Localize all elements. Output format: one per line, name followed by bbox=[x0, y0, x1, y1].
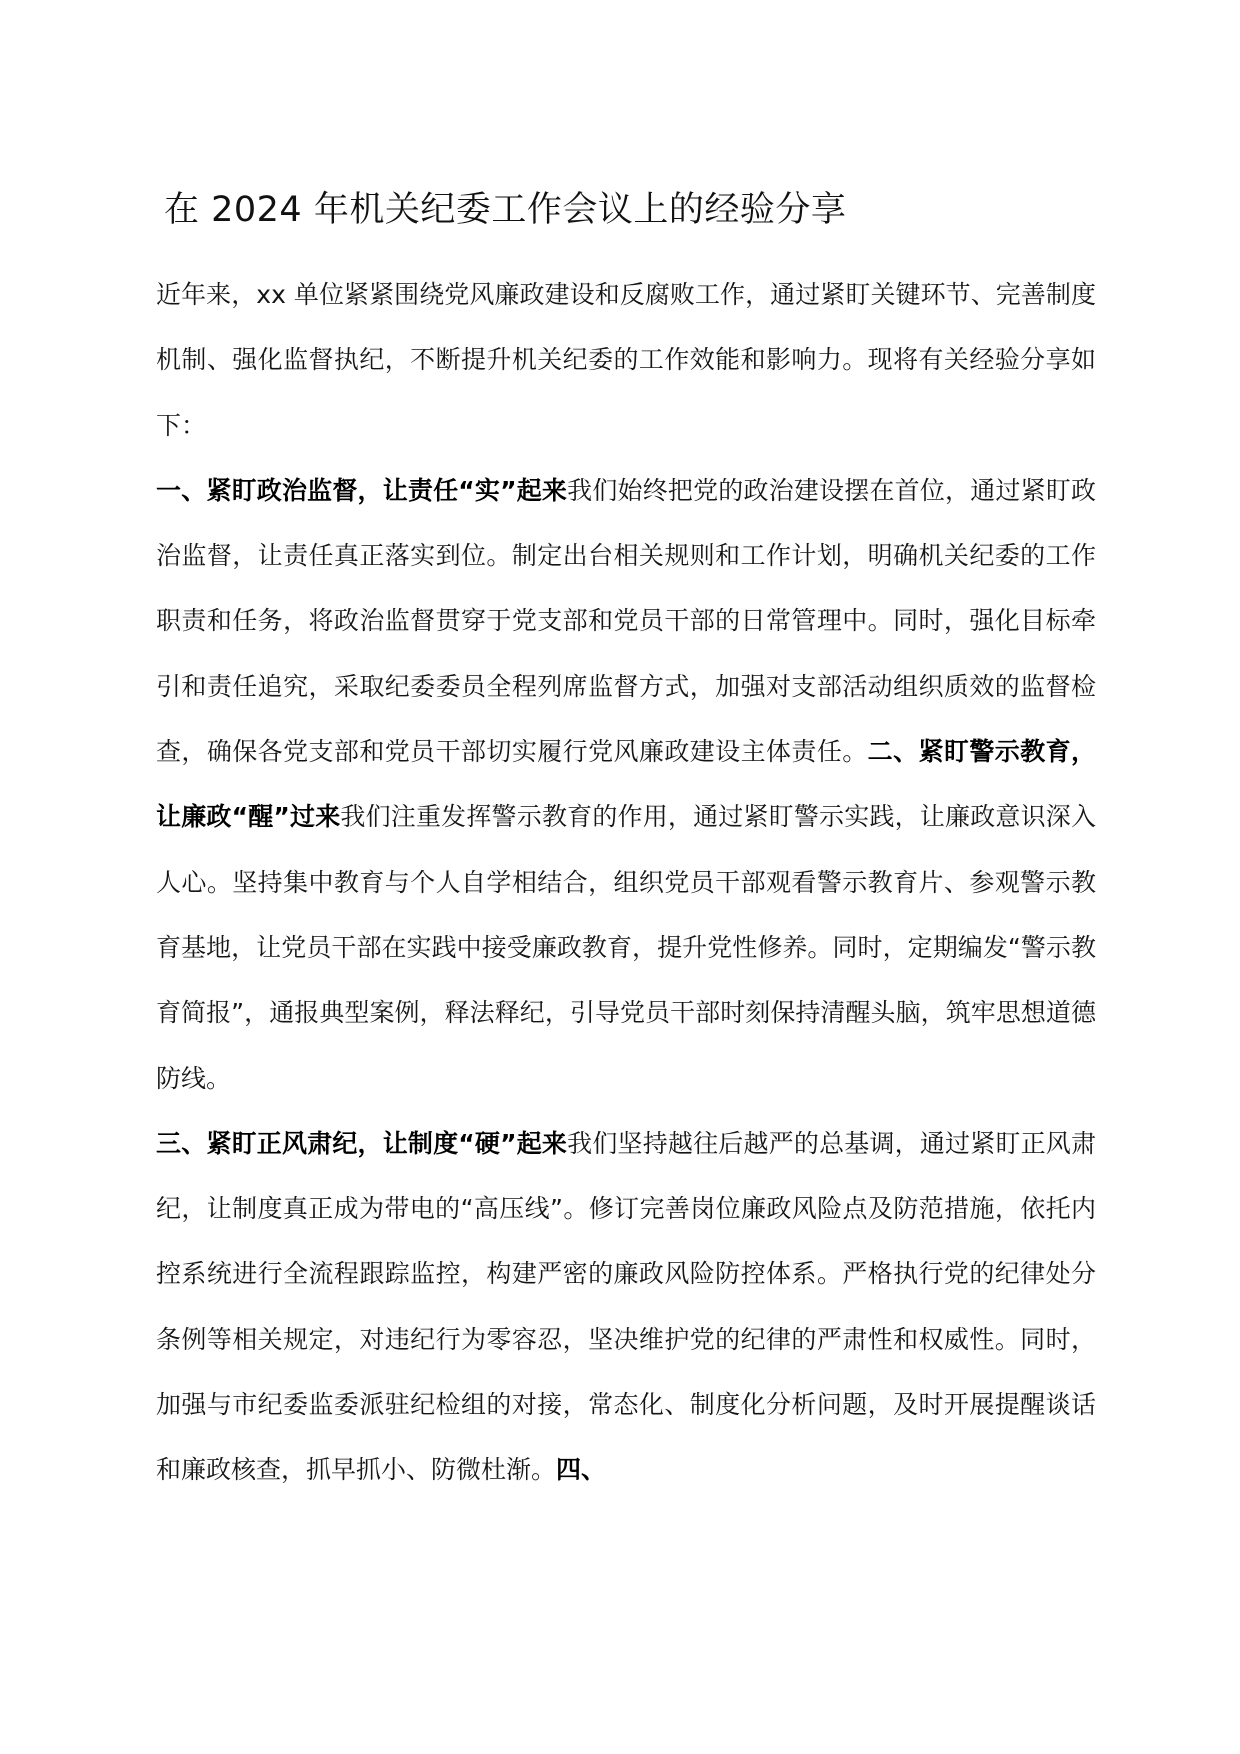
section-1-body: 我们始终把党的政治建设摆在首位，通过紧盯政治监督，让责任真正落实到位。制定出台相关规则和工作计划，明确机关纪委的工作职责和任务，将政治监督贯穿于党支部和党员干部的日常管理中。同时，强化目标牵引和责任追究，采取纪委委员全程列席监督方式，加强对支部活动组织质效的监督检查，确保各党支部和党员干部切实履行党风廉政建设主体责任。 bbox=[156, 475, 1096, 767]
section-2-body: 我们注重发挥警示教育的作用，通过紧盯警示实践，让廉政意识深入人心。坚持集中教育与个人自学相结合，组织党员干部观看警示教育片、参观警示教育基地，让党员干部在实践中接受廉政教育，提升党性修养。同时，定期编发“警示教育简报”，通报典型案例，释法释纪，引导党员干部时刻保持清醒头脑，筑牢思想道德防线。 bbox=[156, 802, 1096, 1093]
section-2-heading: 二、紧盯警示教育，让廉政“醒”过来 bbox=[156, 737, 1096, 832]
document-body bbox=[156, 262, 1096, 1503]
section-3-heading: 三、紧盯正风肃纪，让制度“硬”起来 bbox=[156, 1128, 568, 1158]
section-3-body: 我们坚持越往后越严的总基调，通过紧盯正风肃纪，让制度真正成为带电的“高压线”。修订完善岗位廉政风险点及防范措施，依托内控系统进行全流程跟踪监控，构建严密的廉政风险防控体系。严格执行党的纪律处分条例等相关规定，对违纪行为零容忍，坚决维护党的纪律的严肃性和权威性。同时，加强与市纪委监委派驻纪检组的对接，常态化、制度化分析问题，及时开展提醒谈话和廉政核查，抓早抓小、防微杜渐。 bbox=[156, 1128, 1096, 1485]
section-1-heading: 一、紧盯政治监督，让责任“实”起来 bbox=[156, 475, 568, 505]
intro-paragraph: 近年来，xx 单位紧紧围绕党风廉政建设和反腐败工作，通过紧盯关键环节、完善制度机制、强化监督执纪，不断提升机关纪委的工作效能和影响力。现将有关经验分享如下： bbox=[156, 280, 1096, 440]
document-title: 在 2024 年机关纪委工作会议上的经验分享 bbox=[164, 190, 847, 230]
section-3-paragraph bbox=[156, 1111, 1096, 1503]
section-4-heading-start: 四、 bbox=[556, 1455, 607, 1485]
sections-paragraph bbox=[156, 458, 1096, 1111]
